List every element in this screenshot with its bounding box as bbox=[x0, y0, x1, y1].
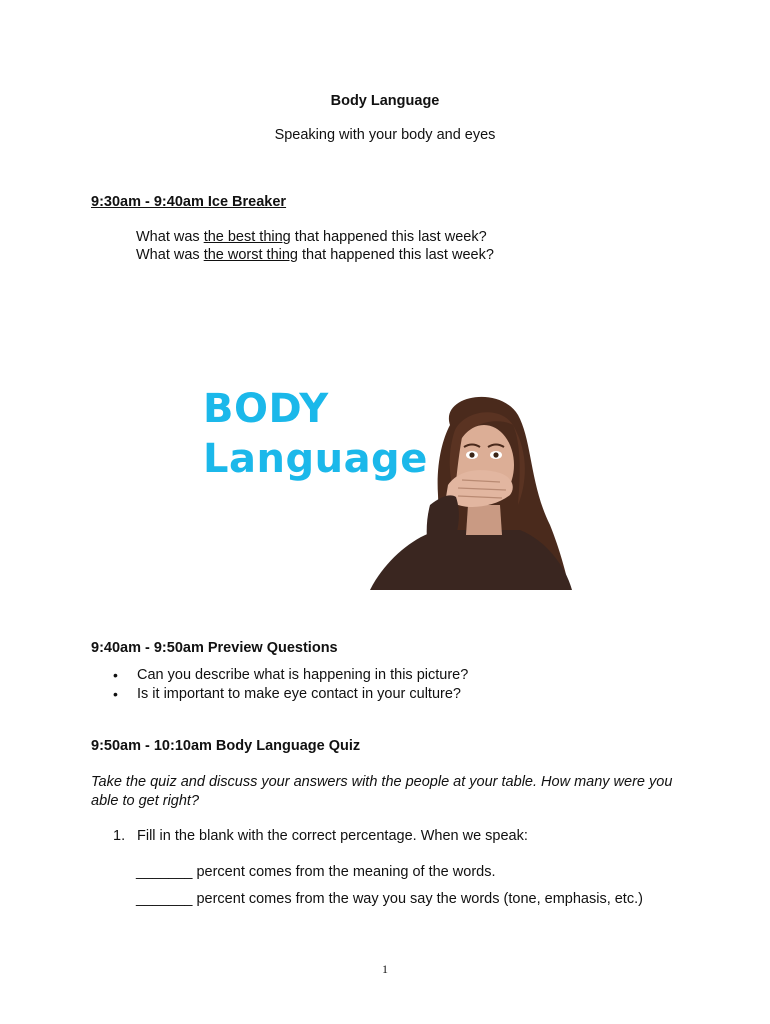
section-heading-preview: 9:40am - 9:50am Preview Questions bbox=[91, 640, 338, 656]
fill-blank-line-1: _______ percent comes from the meaning of the words. bbox=[136, 864, 496, 880]
quiz-instructions: Take the quiz and discuss your answers with the people at your table. How many were you able to get right? bbox=[91, 774, 673, 809]
question-1-prefix: What was bbox=[136, 229, 204, 245]
page-subtitle: Speaking with your body and eyes bbox=[274, 127, 496, 143]
section-heading-quiz: 9:50am - 10:10am Body Language Quiz bbox=[91, 738, 361, 754]
page-number: 1 bbox=[382, 962, 388, 976]
page-title: Body Language bbox=[330, 93, 440, 109]
question-2-emphasis: the worst thing bbox=[203, 247, 298, 263]
list-item bbox=[113, 666, 468, 685]
question-1-emphasis: the best thing bbox=[203, 229, 291, 245]
section-heading-ice-breaker: 9:30am - 9:40am Ice Breaker bbox=[91, 194, 287, 210]
question-text: Fill in the blank with the correct percentage. When we speak: bbox=[137, 828, 528, 844]
bullet-icon: • bbox=[113, 667, 118, 683]
list-item bbox=[113, 685, 468, 704]
question-2-prefix: What was bbox=[136, 247, 204, 263]
ice-breaker-question-1 bbox=[136, 228, 487, 246]
quiz-question-1 bbox=[113, 828, 528, 844]
bullet-text: Can you describe what is happening in this picture? bbox=[137, 667, 469, 683]
question-1-suffix: that happened this last week? bbox=[290, 229, 487, 245]
fill-blank-line-2: _______ percent comes from the way you say the words (tone, emphasis, etc.) bbox=[136, 891, 643, 907]
bullet-text: Is it important to make eye contact in your culture? bbox=[137, 686, 461, 702]
bullet-icon: • bbox=[113, 686, 118, 702]
question-number: 1. bbox=[113, 828, 126, 844]
logo-line-2: Language bbox=[203, 436, 428, 482]
preview-questions-list bbox=[113, 666, 468, 704]
question-2-suffix: that happened this last week? bbox=[298, 247, 494, 263]
ice-breaker-question-2 bbox=[136, 246, 494, 264]
body-language-illustration bbox=[200, 385, 580, 590]
logo-line-1: BODY bbox=[203, 386, 329, 432]
woman-covering-mouth-figure bbox=[200, 385, 580, 590]
